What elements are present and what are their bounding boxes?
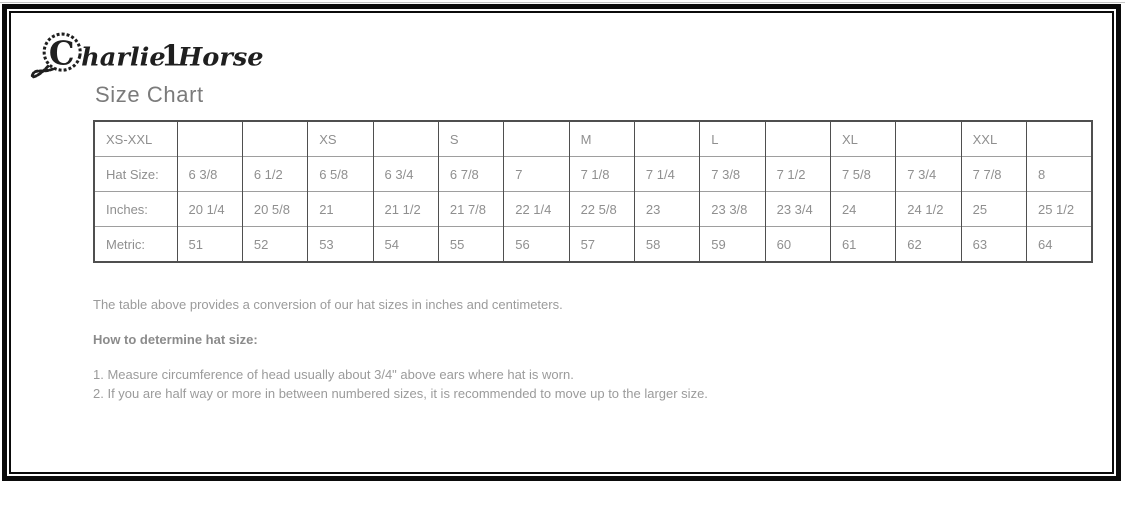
how-to-steps — [93, 366, 708, 403]
table-description: The table above provides a conversion of our hat sizes in inches and centimeters. — [93, 297, 563, 312]
size-value-cell: 63 — [961, 227, 1026, 263]
row-label-cell: Inches: — [94, 192, 177, 227]
page-title: Size Chart — [95, 82, 204, 107]
size-value-cell: 55 — [438, 227, 503, 263]
size-value-cell: L — [700, 121, 765, 157]
brand-logo — [28, 25, 273, 83]
size-value-cell: 51 — [177, 227, 242, 263]
size-value-cell: 20 1/4 — [177, 192, 242, 227]
size-value-cell: 61 — [830, 227, 895, 263]
size-value-cell: 56 — [504, 227, 569, 263]
size-value-cell: 23 3/4 — [765, 192, 830, 227]
size-value-cell: XXL — [961, 121, 1026, 157]
size-value-cell: 24 — [830, 192, 895, 227]
size-value-cell — [634, 121, 699, 157]
size-value-cell — [504, 121, 569, 157]
size-value-cell: 6 5/8 — [308, 157, 373, 192]
step-item: 2. If you are half way or more in between numbered sizes, it is recommended to move up to the larger size. — [93, 385, 708, 401]
inches-row — [94, 192, 1092, 227]
size-value-cell: 62 — [896, 227, 961, 263]
size-value-cell: 23 — [634, 192, 699, 227]
size-value-cell: 8 — [1026, 157, 1092, 192]
size-value-cell: 23 3/8 — [700, 192, 765, 227]
size-value-cell: 6 1/2 — [242, 157, 307, 192]
size-value-cell — [177, 121, 242, 157]
size-value-cell: 21 1/2 — [373, 192, 438, 227]
size-value-cell: 60 — [765, 227, 830, 263]
size-value-cell — [896, 121, 961, 157]
how-to-heading: How to determine hat size: — [93, 332, 258, 347]
size-value-cell: 6 7/8 — [438, 157, 503, 192]
size-value-cell: 24 1/2 — [896, 192, 961, 227]
size-value-cell: 7 1/4 — [634, 157, 699, 192]
size-value-cell: 7 — [504, 157, 569, 192]
size-value-cell: 57 — [569, 227, 634, 263]
size-value-cell: 7 3/4 — [896, 157, 961, 192]
logo-letter-c: C — [48, 34, 75, 73]
size-value-cell: 58 — [634, 227, 699, 263]
size-value-cell: 21 — [308, 192, 373, 227]
size-value-cell: 20 5/8 — [242, 192, 307, 227]
size-value-cell — [765, 121, 830, 157]
size-value-cell: 21 7/8 — [438, 192, 503, 227]
size-value-cell: S — [438, 121, 503, 157]
size-value-cell: 59 — [700, 227, 765, 263]
size-value-cell — [1026, 121, 1092, 157]
size-value-cell: 22 1/4 — [504, 192, 569, 227]
size-value-cell: 25 — [961, 192, 1026, 227]
charlie-1-horse-logo-icon — [28, 25, 273, 83]
size-value-cell: 64 — [1026, 227, 1092, 263]
size-value-cell — [373, 121, 438, 157]
row-label-cell: XS-XXL — [94, 121, 177, 157]
logo-number-1: 1 — [160, 38, 181, 73]
row-label-cell: Metric: — [94, 227, 177, 263]
size-value-cell: 53 — [308, 227, 373, 263]
size-value-cell — [242, 121, 307, 157]
size-value-cell: 52 — [242, 227, 307, 263]
size-value-cell: 7 1/8 — [569, 157, 634, 192]
size-label-row — [94, 121, 1092, 157]
size-table — [93, 120, 1093, 263]
size-value-cell: 54 — [373, 227, 438, 263]
size-value-cell: 6 3/8 — [177, 157, 242, 192]
size-value-cell: XL — [830, 121, 895, 157]
size-value-cell: M — [569, 121, 634, 157]
size-value-cell: 7 7/8 — [961, 157, 1026, 192]
size-value-cell: 25 1/2 — [1026, 192, 1092, 227]
size-value-cell: 7 3/8 — [700, 157, 765, 192]
size-value-cell: 7 1/2 — [765, 157, 830, 192]
size-value-cell: XS — [308, 121, 373, 157]
size-value-cell: 7 5/8 — [830, 157, 895, 192]
hat-size-row — [94, 157, 1092, 192]
size-value-cell: 6 3/4 — [373, 157, 438, 192]
metric-row — [94, 227, 1092, 263]
logo-word-horse: Horse — [178, 42, 264, 73]
size-value-cell: 22 5/8 — [569, 192, 634, 227]
step-item: 1. Measure circumference of head usually about 3/4" above ears where hat is worn. — [93, 367, 574, 382]
size-table-body — [94, 121, 1092, 262]
logo-word-harlie: harlie — [81, 42, 166, 73]
row-label-cell: Hat Size: — [94, 157, 177, 192]
